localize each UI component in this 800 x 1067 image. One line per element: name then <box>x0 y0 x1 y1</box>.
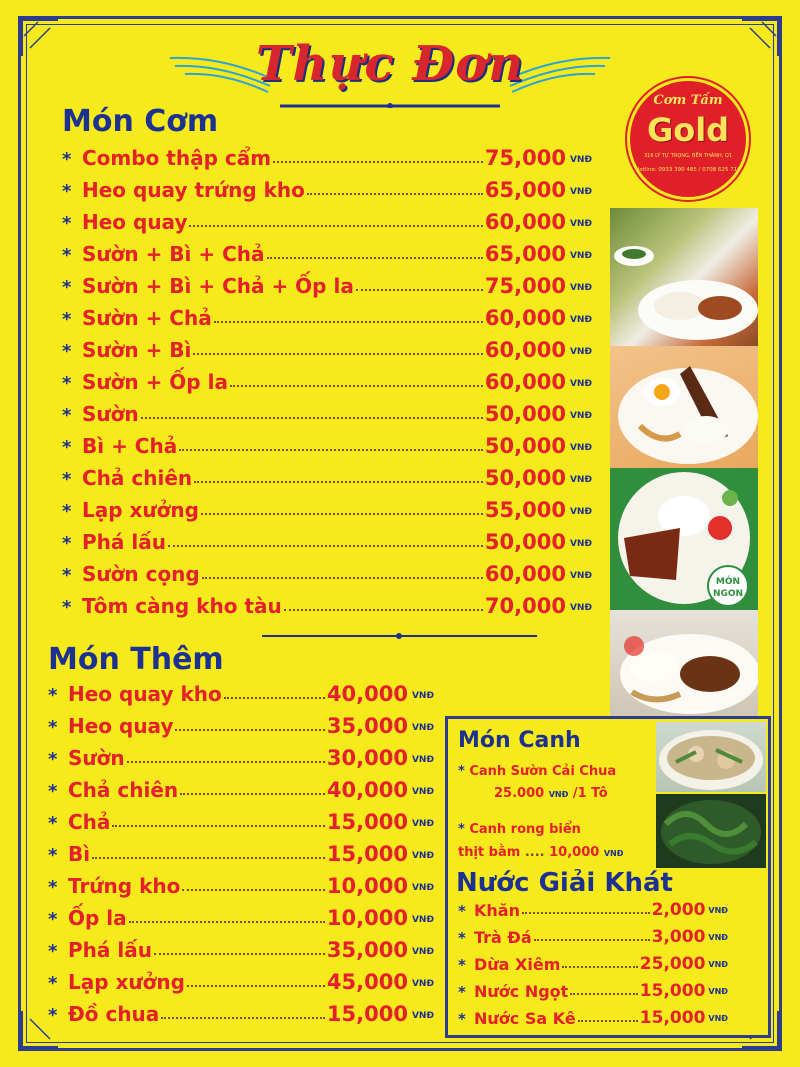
food-photo-1 <box>610 208 758 346</box>
dot-leader <box>214 321 483 323</box>
item-name: Phá lấu <box>82 530 166 554</box>
unit-label: VNĐ <box>708 960 728 969</box>
item-name: Chả chiên <box>82 466 193 490</box>
item-name: Phá lấu <box>68 938 152 962</box>
canh-item-2-price: 10,000 <box>549 845 600 860</box>
canh-item-1 <box>458 764 616 779</box>
item-name: Nước Sa Kê <box>474 1009 576 1028</box>
mon-com-row <box>62 300 592 330</box>
unit-label: VNĐ <box>569 283 592 293</box>
unit-label: VNĐ <box>569 251 592 261</box>
canh-item-2-line1: Canh rong biển <box>469 822 581 837</box>
item-price: 2,000 <box>651 900 706 920</box>
star-icon: * <box>48 941 58 962</box>
item-name: Sườn <box>68 746 125 770</box>
star-icon: * <box>458 1010 466 1028</box>
dot-leader <box>202 577 483 579</box>
unit-label: VNĐ <box>569 315 592 325</box>
mon-com-heading: Món Cơm <box>62 104 219 139</box>
mon-com-row <box>62 460 592 490</box>
mon-com-row <box>62 140 592 170</box>
unit-label: VNĐ <box>411 979 434 989</box>
mon-com-row <box>62 588 592 618</box>
star-icon: * <box>62 373 72 394</box>
star-icon: * <box>62 213 72 234</box>
unit-label: VNĐ <box>411 851 434 861</box>
dot-leader <box>189 225 482 227</box>
item-name: Bì <box>68 842 91 866</box>
star-icon: * <box>62 245 72 266</box>
item-name: Trứng kho <box>68 874 181 898</box>
star-icon: * <box>62 469 72 490</box>
canh-item-2 <box>458 822 581 837</box>
item-price: 15,000 <box>326 810 408 834</box>
nuoc-heading: Nước Giải Khát <box>456 868 673 898</box>
mon-com-row <box>62 524 592 554</box>
unit-label: VNĐ <box>569 475 592 485</box>
unit-label: VNĐ <box>708 906 728 915</box>
dot-leader <box>154 953 325 955</box>
item-price: 40,000 <box>326 778 408 802</box>
item-price: 35,000 <box>326 938 408 962</box>
dot-leader <box>224 697 325 699</box>
unit-label: VNĐ <box>569 379 592 389</box>
food-photo-2 <box>610 346 758 468</box>
item-name: Sườn + Chả <box>82 306 212 330</box>
mon-canh-heading: Món Canh <box>458 728 581 753</box>
item-price: 3,000 <box>651 927 706 947</box>
mon-com-row <box>62 428 592 458</box>
mon-them-heading: Món Thêm <box>48 642 224 677</box>
unit-label: VNĐ <box>708 987 728 996</box>
dot-leader <box>141 417 483 419</box>
item-name: Heo quay trứng kho <box>82 178 305 202</box>
item-price: 15,000 <box>326 1002 408 1026</box>
dot-leader <box>127 761 325 763</box>
canh-item-2-line2: thịt bằm <box>458 845 521 860</box>
star-icon: * <box>458 983 466 1001</box>
unit-label: VNĐ <box>411 723 434 733</box>
item-name: Sườn + Ốp la <box>82 370 228 394</box>
item-name: Sườn <box>82 402 139 426</box>
star-icon: * <box>48 1005 58 1026</box>
mon-com-row <box>62 556 592 586</box>
unit-label: VNĐ <box>411 947 434 957</box>
canh-photo-2 <box>656 794 766 868</box>
star-icon: * <box>48 813 58 834</box>
item-name: Chả <box>68 810 111 834</box>
logo-subtitle: Cơm Tấm <box>653 93 723 108</box>
nuoc-row <box>458 950 728 974</box>
star-icon: * <box>458 902 466 920</box>
mon-com-row <box>62 172 592 202</box>
item-name: Nước Ngọt <box>474 982 569 1001</box>
star-icon: * <box>62 277 72 298</box>
mon-them-row <box>48 708 434 738</box>
item-price: 55,000 <box>484 498 566 522</box>
mon-com-row <box>62 492 592 522</box>
item-price: 60,000 <box>484 338 566 362</box>
star-icon: * <box>48 749 58 770</box>
star-icon: * <box>458 764 470 779</box>
star-icon: * <box>62 309 72 330</box>
mon-com-row <box>62 204 592 234</box>
item-price: 15,000 <box>639 1008 706 1028</box>
item-price: 15,000 <box>639 981 706 1001</box>
dot-leader <box>112 825 324 827</box>
item-price: 50,000 <box>484 466 566 490</box>
item-name: Dừa Xiêm <box>474 955 561 974</box>
dot-leader <box>201 513 483 515</box>
item-name: Lạp xưởng <box>82 498 199 522</box>
canh-item-1-suffix: /1 Tô <box>572 786 608 801</box>
mon-them-row <box>48 676 434 706</box>
item-name: Sườn cọng <box>82 562 200 586</box>
item-name: Trà Đá <box>474 928 532 947</box>
unit-label: VNĐ <box>708 933 728 942</box>
star-icon: * <box>458 929 466 947</box>
unit-label: VNĐ <box>708 1014 728 1023</box>
item-name: Bì + Chả <box>82 434 178 458</box>
mon-them-row <box>48 740 434 770</box>
unit-label: VNĐ <box>411 787 434 797</box>
item-price: 75,000 <box>484 146 566 170</box>
item-price: 50,000 <box>484 530 566 554</box>
star-icon: * <box>62 533 72 554</box>
item-price: 45,000 <box>326 970 408 994</box>
unit-label: VNĐ <box>411 819 434 829</box>
unit-label: VNĐ <box>569 539 592 549</box>
corner-ornament-icon <box>740 18 780 58</box>
canh-photo-1 <box>656 722 766 792</box>
item-price: 10,000 <box>326 906 408 930</box>
item-price: 10,000 <box>326 874 408 898</box>
corner-ornament-icon <box>20 18 60 58</box>
dot-leader <box>273 161 483 163</box>
dot-leader <box>194 481 483 483</box>
mon-them-row <box>48 900 434 930</box>
dot-leader <box>230 385 483 387</box>
dot-leader <box>522 912 650 914</box>
item-name: Heo quay <box>68 714 174 738</box>
star-icon: * <box>48 781 58 802</box>
mon-them-row <box>48 804 434 834</box>
restaurant-logo <box>627 78 749 200</box>
canh-item-2-price-row <box>458 845 623 860</box>
item-price: 60,000 <box>484 562 566 586</box>
unit-label: VNĐ <box>411 883 434 893</box>
item-price: 70,000 <box>484 594 566 618</box>
item-price: 30,000 <box>326 746 408 770</box>
mon-com-row <box>62 236 592 266</box>
item-name: Đồ chua <box>68 1002 160 1026</box>
star-icon: * <box>62 437 72 458</box>
item-name: Heo quay <box>82 210 188 234</box>
mon-them-row <box>48 836 434 866</box>
unit-label: VNĐ <box>569 603 592 613</box>
item-name: Heo quay kho <box>68 682 222 706</box>
star-icon: * <box>62 341 72 362</box>
star-icon: * <box>48 973 58 994</box>
unit-label: VNĐ <box>411 755 434 765</box>
item-price: 65,000 <box>484 242 566 266</box>
nuoc-row <box>458 977 728 1001</box>
item-name: Chả chiên <box>68 778 179 802</box>
star-icon: * <box>62 501 72 522</box>
star-icon: * <box>62 565 72 586</box>
star-icon: * <box>62 181 72 202</box>
star-icon: * <box>48 877 58 898</box>
unit-label: VNĐ <box>411 1011 434 1021</box>
mon-them-row <box>48 996 434 1026</box>
dot-leader: .... <box>524 845 545 860</box>
canh-item-1-price-row <box>494 786 608 801</box>
dot-leader <box>129 921 325 923</box>
item-name: Tôm càng kho tàu <box>82 594 282 618</box>
title-banner <box>160 28 620 108</box>
star-icon: * <box>62 149 72 170</box>
dot-leader <box>180 793 325 795</box>
item-name: Lạp xưởng <box>68 970 185 994</box>
unit-label: VNĐ <box>569 507 592 517</box>
badge-line-2: NGON <box>712 589 744 599</box>
mon-com-row <box>62 396 592 426</box>
dot-leader <box>187 985 325 987</box>
unit-label: VNĐ <box>569 347 592 357</box>
item-name: Khăn <box>474 901 520 920</box>
mon-them-row <box>48 772 434 802</box>
item-name: Ốp la <box>68 906 127 930</box>
dot-leader <box>284 609 483 611</box>
item-name: Sườn + Bì + Chả + Ốp la <box>82 274 354 298</box>
unit-label: VNĐ <box>569 411 592 421</box>
item-price: 50,000 <box>484 434 566 458</box>
mon-com-row <box>62 364 592 394</box>
dot-leader <box>161 1017 325 1019</box>
dot-leader <box>193 353 483 355</box>
dot-leader <box>182 889 325 891</box>
nuoc-row <box>458 896 728 920</box>
badge-line-1: MÓN <box>715 577 741 587</box>
item-price: 75,000 <box>484 274 566 298</box>
food-photo-3 <box>610 468 758 610</box>
item-price: 40,000 <box>326 682 408 706</box>
dot-leader <box>562 966 637 968</box>
item-price: 50,000 <box>484 402 566 426</box>
item-price: 60,000 <box>484 210 566 234</box>
star-icon: * <box>458 956 466 974</box>
star-icon: * <box>48 717 58 738</box>
canh-item-1-name: Canh Sườn Cải Chua <box>469 764 617 779</box>
dot-leader <box>307 193 483 195</box>
mon-them-row <box>48 868 434 898</box>
logo-hotline: Hotline: 0933 390 485 / 0708 625 716 <box>635 167 741 173</box>
unit-label: VNĐ <box>569 187 592 197</box>
unit-label: VNĐ <box>569 219 592 229</box>
canh-item-1-price: 25.000 <box>494 786 545 801</box>
dot-leader <box>356 289 483 291</box>
item-price: 65,000 <box>484 178 566 202</box>
nuoc-row <box>458 923 728 947</box>
logo-address: 316 LÝ TỰ TRỌNG, BẾN THÀNH, Q1 <box>643 153 733 159</box>
dot-leader <box>534 939 650 941</box>
item-name: Sườn + Bì + Chả <box>82 242 265 266</box>
star-icon: * <box>48 845 58 866</box>
item-price: 60,000 <box>484 370 566 394</box>
dot-leader <box>92 857 325 859</box>
star-icon: * <box>48 909 58 930</box>
dot-leader <box>267 257 483 259</box>
item-price: 35,000 <box>326 714 408 738</box>
star-icon: * <box>62 597 72 618</box>
dot-leader <box>578 1020 638 1022</box>
star-icon: * <box>48 685 58 706</box>
mon-them-row <box>48 964 434 994</box>
mon-com-row <box>62 332 592 362</box>
star-icon: * <box>62 405 72 426</box>
item-price: 15,000 <box>326 842 408 866</box>
unit-label: VNĐ <box>603 849 624 858</box>
item-price: 60,000 <box>484 306 566 330</box>
dot-leader <box>175 729 324 731</box>
dot-leader <box>179 449 483 451</box>
star-icon: * <box>458 822 470 837</box>
item-name: Sườn + Bì <box>82 338 192 362</box>
unit-label: VNĐ <box>411 691 434 701</box>
unit-label: VNĐ <box>569 443 592 453</box>
section-divider <box>262 633 537 639</box>
food-photo-4 <box>610 610 758 716</box>
dot-leader <box>168 545 483 547</box>
nuoc-row <box>458 1004 728 1028</box>
page-title: Thực Đơn <box>255 36 525 92</box>
item-price: 25,000 <box>639 954 706 974</box>
unit-label: VNĐ <box>569 571 592 581</box>
mon-com-row <box>62 268 592 298</box>
mon-them-row <box>48 932 434 962</box>
unit-label: VNĐ <box>548 790 569 799</box>
item-name: Combo thập cẩm <box>82 146 272 170</box>
unit-label: VNĐ <box>411 915 434 925</box>
dot-leader <box>570 993 637 995</box>
logo-brand: Gold <box>646 111 730 149</box>
unit-label: VNĐ <box>569 155 592 165</box>
